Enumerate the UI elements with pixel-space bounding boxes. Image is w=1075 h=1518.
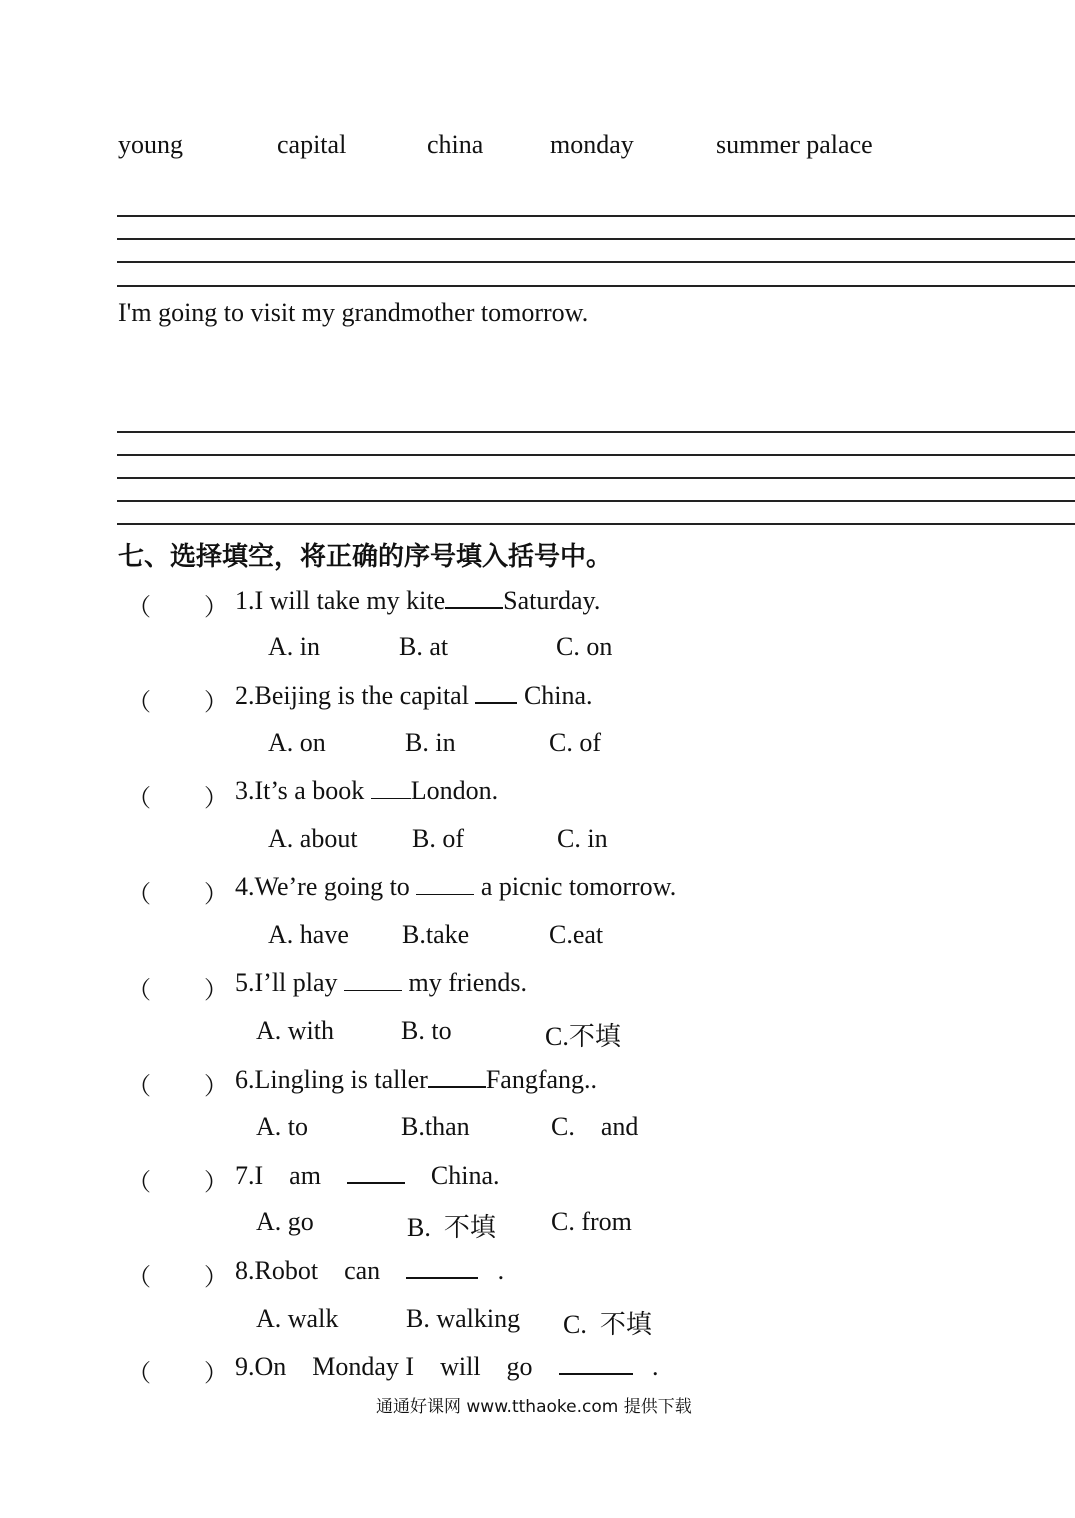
option-a: A. on	[268, 728, 326, 757]
option-c: C. of	[549, 728, 601, 757]
option-b: B. to	[401, 1016, 452, 1045]
option-b: B.than	[401, 1112, 470, 1141]
answer-paren-close: ）	[204, 1361, 228, 1387]
answer-paren-close: ）	[204, 786, 228, 812]
option-c: C. and	[551, 1112, 639, 1141]
option-b: B. 不填	[407, 1213, 496, 1242]
answer-paren-open: （	[127, 978, 151, 1004]
question-text: 4.We’re going to a picnic tomorrow.	[235, 872, 677, 901]
option-b: B. in	[405, 728, 456, 757]
answer-blank	[445, 585, 503, 609]
answer-blank	[559, 1351, 633, 1375]
option-a: A. go	[256, 1207, 314, 1236]
writing-line	[117, 454, 1075, 456]
answer-paren-close: ）	[204, 595, 228, 621]
option-a: A. about	[268, 824, 358, 853]
answer-paren-open: （	[127, 882, 151, 908]
answer-blank	[475, 680, 517, 704]
answer-paren-open: （	[127, 1265, 151, 1291]
option-b: B. walking	[406, 1304, 521, 1333]
option-b: B.take	[402, 920, 470, 949]
vocab-word-monday: monday	[550, 130, 634, 159]
option-c: C. from	[551, 1207, 632, 1236]
option-a: A. to	[256, 1112, 308, 1141]
footer-credit: 通通好课网 www.tthaoke.com 提供下载	[376, 1397, 692, 1417]
option-a: A. walk	[256, 1304, 339, 1333]
option-a: A. in	[268, 632, 320, 661]
answer-blank	[344, 968, 402, 991]
writing-line	[117, 215, 1075, 217]
question-text: 8.Robot can .	[235, 1256, 505, 1285]
option-a: A. with	[256, 1016, 334, 1045]
writing-line	[117, 261, 1075, 263]
answer-paren-close: ）	[204, 690, 228, 716]
answer-blank	[428, 1064, 486, 1088]
vocab-word-capital: capital	[277, 130, 347, 159]
answer-paren-close: ）	[204, 978, 228, 1004]
answer-paren-close: ）	[204, 1170, 228, 1196]
answer-paren-open: （	[127, 1074, 151, 1100]
option-c: C.不填	[545, 1022, 621, 1051]
question-text: 3.It’s a book London.	[235, 776, 499, 805]
copy-sentence: I'm going to visit my grandmother tomorrow.	[118, 298, 589, 327]
writing-line	[117, 285, 1075, 287]
answer-paren-open: （	[127, 595, 151, 621]
vocab-word-summer-palace: summer palace	[716, 130, 873, 159]
answer-blank	[371, 776, 411, 799]
answer-paren-open: （	[127, 690, 151, 716]
question-text: 2.Beijing is the capital China.	[235, 681, 593, 710]
writing-line	[117, 523, 1075, 525]
option-c: C. in	[557, 824, 608, 853]
option-a: A. have	[268, 920, 349, 949]
answer-paren-close: ）	[204, 1265, 228, 1291]
writing-line	[117, 477, 1075, 479]
answer-paren-open: （	[127, 1361, 151, 1387]
vocab-word-china: china	[427, 130, 484, 159]
option-b: B. at	[399, 632, 449, 661]
writing-line	[117, 500, 1075, 502]
answer-paren-open: （	[127, 786, 151, 812]
answer-paren-close: ）	[204, 1074, 228, 1100]
answer-blank	[347, 1160, 405, 1184]
answer-blank	[406, 1255, 478, 1279]
option-c: C. on	[556, 632, 613, 661]
writing-line	[117, 238, 1075, 240]
answer-paren-close: ）	[204, 882, 228, 908]
question-text: 5.I’ll play my friends.	[235, 968, 527, 997]
question-text: 7.I am China.	[235, 1161, 500, 1190]
question-text: 6.Lingling is taller Fangfang..	[235, 1065, 598, 1094]
vocab-word-young: young	[118, 130, 183, 159]
answer-paren-open: （	[127, 1170, 151, 1196]
section-title: 七、选择填空，将正确的序号填入括号中。	[118, 542, 613, 572]
option-c: C.eat	[549, 920, 604, 949]
question-text: 9.On Monday I will go .	[235, 1352, 659, 1381]
option-b: B. of	[412, 824, 464, 853]
answer-blank	[416, 872, 474, 895]
option-c: C. 不填	[563, 1310, 652, 1339]
writing-line	[117, 431, 1075, 433]
question-text: 1.I will take my kite Saturday.	[235, 586, 601, 615]
